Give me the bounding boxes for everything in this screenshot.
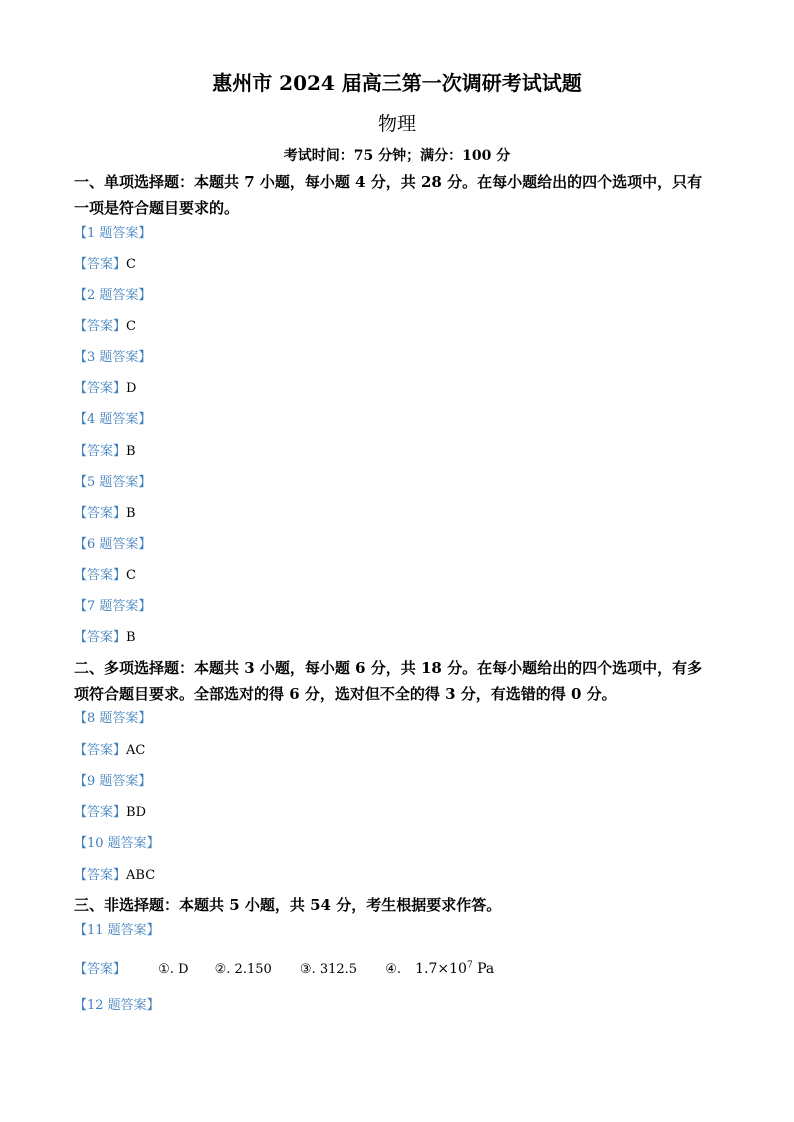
question-header-5: 【5 题答案】 <box>74 475 152 490</box>
answer-tag: 【答案】 <box>74 868 127 883</box>
answer-row-1 <box>74 256 136 274</box>
answer-value: D <box>126 381 137 396</box>
sub-answer-4: ④. <box>385 962 401 977</box>
question-header-12: 【12 题答案】 <box>74 998 160 1013</box>
answer-tag: 【答案】 <box>74 568 127 583</box>
question-header-7: 【7 题答案】 <box>74 599 152 614</box>
answer-value: C <box>126 257 136 272</box>
question-header-4: 【4 题答案】 <box>74 412 152 427</box>
sub-answer-1: ①. D <box>158 962 189 977</box>
question-header-11: 【11 题答案】 <box>74 923 160 938</box>
question-header-6: 【6 题答案】 <box>74 537 152 552</box>
pressure-mantissa: 1.7×10 <box>415 961 467 977</box>
answer-tag: 【答案】 <box>74 743 127 758</box>
section-2-line-1: 二、多项选择题：本题共 3 小题，每小题 6 分，共 18 分。在每小题给出的四个选项中，有多 <box>74 659 703 677</box>
document-title: 惠州市 2024 届高三第一次调研考试试题 <box>212 71 582 95</box>
answer-row-8 <box>74 742 145 760</box>
section-1-heading <box>74 169 726 221</box>
answer-tag: 【答案】 <box>74 962 127 977</box>
answer-row-2 <box>74 318 136 336</box>
answer-tag: 【答案】 <box>74 444 127 459</box>
question-header-9: 【9 题答案】 <box>74 774 152 789</box>
answer-row-5 <box>74 505 136 523</box>
answer-tag: 【答案】 <box>74 506 127 521</box>
answer-value: AC <box>126 743 146 758</box>
answer-tag: 【答案】 <box>74 257 127 272</box>
answer-row-7 <box>74 629 136 647</box>
answer-tag: 【答案】 <box>74 805 127 820</box>
answer-tag: 【答案】 <box>74 630 127 645</box>
subject-title: 物理 <box>377 113 416 135</box>
answer-value: C <box>126 568 136 583</box>
sub-answer-3: ③. 312.5 <box>299 962 358 977</box>
answer-row-3 <box>74 380 136 398</box>
answer-value: BD <box>126 805 146 820</box>
answer-tag: 【答案】 <box>74 381 127 396</box>
answer-row-4 <box>74 443 136 461</box>
pressure-exponent: 7 <box>466 960 473 971</box>
answer-value: B <box>126 444 136 459</box>
sub-answer-4-value <box>415 960 494 978</box>
answer-row-6 <box>74 567 136 585</box>
section-2-heading <box>74 655 726 707</box>
answer-value: ABC <box>126 868 156 883</box>
question-header-2: 【2 题答案】 <box>74 288 152 303</box>
answer-value: B <box>126 630 136 645</box>
section-2-line-2: 项符合题目要求。全部选对的得 6 分，选对但不全的得 3 分，有选错的得 0 分。 <box>74 685 617 703</box>
question-header-8: 【8 题答案】 <box>74 711 152 726</box>
answer-row-11 <box>74 960 494 979</box>
answer-value: B <box>126 506 136 521</box>
question-header-1: 【1 题答案】 <box>74 226 152 241</box>
question-header-3: 【3 题答案】 <box>74 350 152 365</box>
answer-tag: 【答案】 <box>74 319 127 334</box>
section-1-line-1: 一、单项选择题：本题共 7 小题，每小题 4 分，共 28 分。在每小题给出的四个选项中，只有 <box>74 173 703 191</box>
pressure-unit: Pa <box>472 961 495 977</box>
section-3-heading <box>74 892 726 918</box>
answer-row-10 <box>74 867 155 885</box>
section-1-line-2: 一项是符合题目要求的。 <box>74 199 240 217</box>
answer-row-9 <box>74 804 146 822</box>
section-3-line-1: 三、非选择题：本题共 5 小题，共 54 分，考生根据要求作答。 <box>74 896 502 914</box>
answer-value: C <box>126 319 136 334</box>
sub-answer-2: ②. 2.150 <box>214 962 272 977</box>
question-header-10: 【10 题答案】 <box>74 836 160 851</box>
exam-meta: 考试时间：75 分钟；满分：100 分 <box>283 148 511 164</box>
